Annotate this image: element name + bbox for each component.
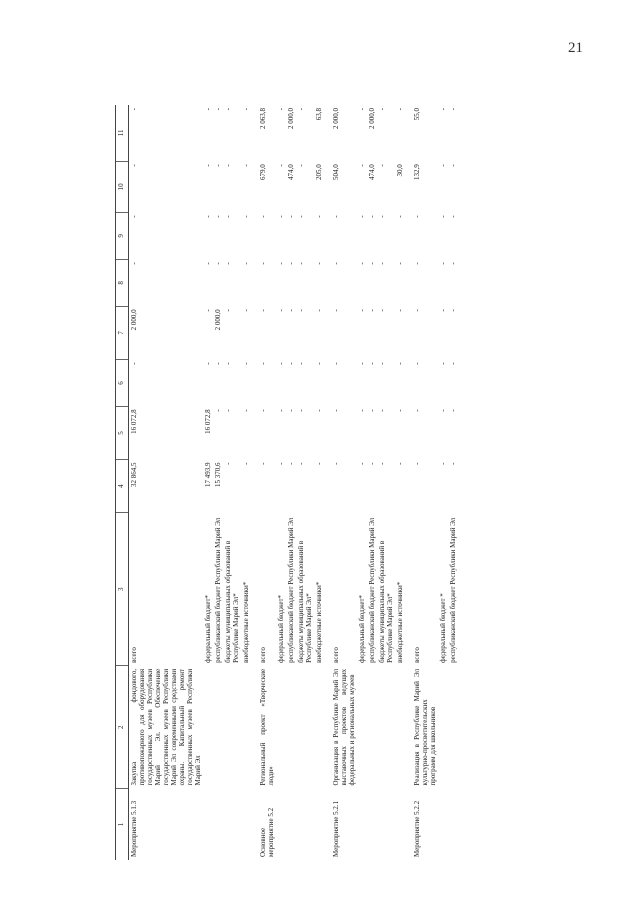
table-cell-c6: - — [204, 362, 212, 365]
table-cell-c2 — [241, 666, 258, 789]
table-cell-c5: - — [332, 409, 340, 412]
table-cell-c1 — [438, 789, 448, 861]
table-cell-c5: 16 072,8 — [130, 409, 138, 434]
table-cell-c6: - — [259, 362, 267, 365]
table-cell-c8: - — [332, 262, 340, 265]
table-cell-c2 — [395, 666, 412, 789]
table-cell-c11: - — [224, 108, 232, 111]
table-row — [213, 105, 223, 860]
table-cell-c2 — [276, 666, 286, 789]
col-header: 5 — [116, 406, 129, 459]
table-cell-c6: - — [378, 362, 386, 365]
col-header: 1 — [116, 789, 129, 861]
table-row — [296, 105, 314, 860]
table-cell-c1 — [276, 789, 286, 861]
table-cell-c6: - — [368, 362, 376, 365]
table-cell-c4: 15 370,6 — [214, 462, 222, 488]
table-cell-c4: 17 493,9 — [204, 462, 212, 488]
col-header: 10 — [116, 161, 129, 212]
table-cell-c11: - — [130, 108, 138, 111]
table-cell-c1 — [314, 789, 331, 861]
table-cell-c4: - — [413, 462, 421, 465]
table-cell-c7: - — [259, 309, 267, 312]
table-cell-c8: - — [368, 262, 376, 265]
table-cell-c4: - — [277, 462, 285, 465]
table-cell-c11: 2 000,0 — [332, 108, 340, 129]
table-cell-c1: Основное мероприятие 5.2 — [259, 807, 275, 857]
table-cell-c11: - — [277, 108, 285, 111]
table-cell-c7: - — [204, 309, 212, 312]
table-cell-c7: - — [378, 309, 386, 312]
table-cell-c4: - — [378, 462, 386, 465]
table-cell-c9: - — [439, 215, 447, 218]
table-cell-c7: - — [224, 309, 232, 312]
table-cell-c4: - — [287, 462, 295, 465]
table-cell-c1 — [448, 789, 458, 861]
table-cell-c5: - — [277, 409, 285, 412]
table-cell-c7: - — [358, 309, 366, 312]
table-cell-c5: - — [439, 409, 447, 412]
table-cell-c8: - — [204, 262, 212, 265]
table-cell-c2 — [223, 666, 241, 789]
table-cell-c9: - — [368, 215, 376, 218]
table-row — [241, 105, 258, 860]
table-cell-c5: - — [224, 409, 232, 412]
table-cell-c1: Мероприятие 5.1.3 — [130, 800, 138, 857]
table-cell-c3: республиканский бюджет Республики Марий Эл — [368, 517, 376, 663]
table-cell-c5: - — [315, 409, 323, 412]
table-cell-c3: внебюджетные источники* — [396, 581, 404, 663]
table-cell-c5: - — [259, 409, 267, 412]
table-cell-c8: - — [315, 262, 323, 265]
table-row — [276, 105, 286, 860]
table-cell-c11: - — [439, 108, 447, 111]
table-cell-c2 — [286, 666, 296, 789]
table-cell-c8: - — [259, 262, 267, 265]
table-cell-c9: - — [413, 215, 421, 218]
table-cell-c10: - — [358, 164, 366, 167]
table-cell-c2: Закупка фондового, противопожарного для оборудования государственных музеев Республики Марий Эл. Обеспечение государственных музеев Республики Марий Эл современными средствами охраны. Капитальный ремонт государственных музеев Республики Марий Эл — [130, 668, 202, 786]
table-cell-c10: - — [130, 164, 138, 167]
table-cell-c3: всего — [259, 647, 267, 663]
table-cell-c11: 55,0 — [413, 108, 421, 121]
table-cell-c9: - — [358, 215, 366, 218]
table-cell-c8: - — [224, 262, 232, 265]
table-cell-c3: федеральный бюджет* — [204, 594, 212, 663]
table-cell-c10: - — [277, 164, 285, 167]
table-cell-c2 — [296, 666, 314, 789]
table-cell-c5: - — [287, 409, 295, 412]
table-cell-c3: федеральный бюджет* — [358, 594, 366, 663]
table-cell-c7: - — [449, 309, 457, 312]
table-cell-c6: - — [287, 362, 295, 365]
table-row — [286, 105, 296, 860]
table-cell-c2 — [314, 666, 331, 789]
table-row — [412, 105, 438, 860]
table-cell-c1 — [203, 789, 213, 861]
table-cell-c6: - — [413, 362, 421, 365]
table-cell-c11: 2 063,8 — [259, 108, 267, 129]
table-cell-c5: - — [368, 409, 376, 412]
table-cell-c10: - — [297, 164, 305, 167]
table-cell-c4: - — [358, 462, 366, 465]
table-row — [314, 105, 331, 860]
table-cell-c6: - — [214, 362, 222, 365]
table-cell-c1 — [367, 789, 377, 861]
table-cell-c4: - — [368, 462, 376, 465]
table-cell-c5: - — [396, 409, 404, 412]
table-cell-c10: - — [214, 164, 222, 167]
table-cell-c9: - — [315, 215, 323, 218]
table-cell-c3: федеральный бюджет * — [439, 593, 447, 663]
table-cell-c7: - — [297, 309, 305, 312]
table-row — [258, 105, 276, 860]
table-row — [357, 105, 367, 860]
table-cell-c3: республиканский бюджет Республики Марий Эл — [449, 517, 457, 663]
table-cell-c7: - — [396, 309, 404, 312]
table-cell-c9: - — [130, 215, 138, 218]
table-cell-c10: 474,0 — [368, 164, 376, 181]
table-cell-c5: - — [214, 409, 222, 412]
table-cell-c4: - — [242, 462, 250, 465]
table-cell-c4: 32 864,5 — [130, 462, 138, 488]
table-row — [377, 105, 395, 860]
table-cell-c9: - — [396, 215, 404, 218]
table-cell-c4: - — [259, 462, 267, 465]
table-cell-c4: - — [449, 462, 457, 465]
table-cell-c9: - — [214, 215, 222, 218]
table-cell-c7: - — [332, 309, 340, 312]
table-cell-c9: - — [242, 215, 250, 218]
table-cell-c6: - — [449, 362, 457, 365]
table-cell-c2 — [377, 666, 395, 789]
table-cell-c3: бюджеты муниципальных образований в Республике Марий Эл* — [297, 540, 313, 663]
col-header: 4 — [116, 460, 129, 513]
table-cell-c7: - — [287, 309, 295, 312]
table-cell-c3: всего — [413, 647, 421, 663]
table-cell-c11: - — [242, 108, 250, 111]
col-header: 8 — [116, 259, 129, 306]
table-cell-c8: - — [378, 262, 386, 265]
col-header: 6 — [116, 359, 129, 406]
table-cell-c7: - — [242, 309, 250, 312]
table-cell-c9: - — [277, 215, 285, 218]
table-cell-c10: 679,0 — [259, 164, 267, 181]
header-row — [116, 105, 129, 860]
table-cell-c10: - — [224, 164, 232, 167]
table-cell-c6: - — [315, 362, 323, 365]
col-header: 9 — [116, 212, 129, 259]
table-cell-c5: - — [413, 409, 421, 412]
table-cell-c9: - — [259, 215, 267, 218]
table-cell-c7: 2 000,0 — [130, 309, 138, 331]
table-cell-c11: - — [449, 108, 457, 111]
table-cell-c2 — [203, 666, 213, 789]
table-cell-c4: - — [297, 462, 305, 465]
table-cell-c8: - — [297, 262, 305, 265]
table-cell-c6: - — [130, 362, 138, 365]
col-header: 11 — [116, 105, 129, 161]
table-cell-c5: - — [378, 409, 386, 412]
table-cell-c8: - — [439, 262, 447, 265]
table-cell-c8: - — [358, 262, 366, 265]
table-row — [129, 105, 204, 860]
table-cell-c1 — [357, 789, 367, 861]
table-cell-c10: 30,0 — [396, 164, 404, 177]
table-cell-c2: Организация в Республике Марий Эл выставочных проектов ведущих федеральных и региональных музеев — [332, 668, 356, 786]
table-row — [395, 105, 412, 860]
table-row — [438, 105, 448, 860]
table-cell-c10: - — [449, 164, 457, 167]
table-cell-c3: внебюджетные источники* — [315, 581, 323, 663]
table-cell-c11: - — [297, 108, 305, 111]
col-header: 3 — [116, 513, 129, 666]
col-header: 7 — [116, 306, 129, 359]
table-cell-c8: - — [214, 262, 222, 265]
col-header: 2 — [116, 666, 129, 789]
table-cell-c3: республиканский бюджет Республики Марий Эл — [214, 517, 222, 663]
table-cell-c8: - — [242, 262, 250, 265]
table-cell-c3: бюджеты муниципальных образований в Республике Марий Эл* — [378, 540, 394, 663]
table-row — [223, 105, 241, 860]
table-cell-c1 — [286, 789, 296, 861]
table-cell-c10: - — [242, 164, 250, 167]
table-cell-c8: - — [130, 262, 138, 265]
table-cell-c7: - — [368, 309, 376, 312]
table-cell-c10: - — [439, 164, 447, 167]
table-cell-c11: - — [396, 108, 404, 111]
table-cell-c10: - — [378, 164, 386, 167]
table-cell-c6: - — [224, 362, 232, 365]
table-body — [129, 105, 459, 860]
table-cell-c11: 63,8 — [315, 108, 323, 121]
table-cell-c7: - — [413, 309, 421, 312]
table-cell-c3: федеральный бюджет* — [277, 594, 285, 663]
rotated-table-page — [115, 105, 535, 860]
table-cell-c9: - — [224, 215, 232, 218]
table-cell-c3: внебюджетные источники* — [242, 581, 250, 663]
table-cell-c4: - — [315, 462, 323, 465]
table-cell-c11: - — [358, 108, 366, 111]
table-cell-c5: - — [242, 409, 250, 412]
table-cell-c8: - — [396, 262, 404, 265]
table-cell-c10: 504,0 — [332, 164, 340, 181]
table-cell-c8: - — [277, 262, 285, 265]
table-cell-c8: - — [449, 262, 457, 265]
table-cell-c5: - — [449, 409, 457, 412]
table-cell-c2 — [448, 666, 458, 789]
table-cell-c1: Мероприятие 5.2.2 — [413, 800, 421, 857]
table-cell-c1 — [241, 789, 258, 861]
table-cell-c11: 2 000,0 — [287, 108, 295, 129]
table-cell-c6: - — [297, 362, 305, 365]
table-cell-c1 — [377, 789, 395, 861]
table-cell-c8: - — [413, 262, 421, 265]
table-cell-c8: - — [287, 262, 295, 265]
table-cell-c3: всего — [332, 647, 340, 663]
table-row — [203, 105, 213, 860]
table-cell-c6: - — [277, 362, 285, 365]
table-cell-c7: - — [439, 309, 447, 312]
table-cell-c4: - — [396, 462, 404, 465]
page-number: 21 — [568, 40, 583, 56]
table-cell-c10: - — [204, 164, 212, 167]
table-cell-c6: - — [396, 362, 404, 365]
table-cell-c11: 2 000,0 — [368, 108, 376, 129]
table-cell-c2 — [438, 666, 448, 789]
table-cell-c11: - — [204, 108, 212, 111]
table-row — [367, 105, 377, 860]
table-cell-c9: - — [332, 215, 340, 218]
table-cell-c5: - — [297, 409, 305, 412]
table-cell-c6: - — [439, 362, 447, 365]
table-cell-c2 — [357, 666, 367, 789]
table-cell-c2 — [367, 666, 377, 789]
table-cell-c2: Региональный проект «Творческие люди» — [259, 668, 275, 786]
table-cell-c10: 474,0 — [287, 164, 295, 181]
table-cell-c9: - — [287, 215, 295, 218]
table-row — [448, 105, 458, 860]
table-cell-c2 — [213, 666, 223, 789]
table-cell-c3: всего — [130, 647, 138, 663]
table-cell-c1 — [296, 789, 314, 861]
table-cell-c9: - — [378, 215, 386, 218]
table-cell-c11: - — [214, 108, 222, 111]
table-cell-c9: - — [449, 215, 457, 218]
table-cell-c6: - — [242, 362, 250, 365]
table-cell-c2: Реализация в Республике Марий Эл культурно-просветительских программ для школьников — [413, 668, 437, 786]
budget-table — [115, 105, 458, 860]
table-cell-c10: 205,0 — [315, 164, 323, 181]
table-cell-c4: - — [439, 462, 447, 465]
table-cell-c10: 132,9 — [413, 164, 421, 181]
table-cell-c7: - — [277, 309, 285, 312]
table-cell-c9: - — [297, 215, 305, 218]
table-cell-c9: - — [204, 215, 212, 218]
table-cell-c3: республиканский бюджет Республики Марий Эл — [287, 517, 295, 663]
table-cell-c4: - — [224, 462, 232, 465]
table-cell-c11: - — [378, 108, 386, 111]
table-cell-c1 — [395, 789, 412, 861]
table-cell-c1 — [213, 789, 223, 861]
table-cell-c3: бюджеты муниципальных образований в Республике Марий Эл* — [224, 540, 240, 663]
table-cell-c6: - — [332, 362, 340, 365]
table-cell-c7: - — [315, 309, 323, 312]
table-cell-c4: - — [332, 462, 340, 465]
table-cell-c1 — [223, 789, 241, 861]
table-cell-c5: - — [358, 409, 366, 412]
table-cell-c6: - — [358, 362, 366, 365]
table-cell-c7: 2 000,0 — [214, 309, 222, 331]
table-cell-c5: 16 072,8 — [204, 409, 212, 434]
table-row — [331, 105, 357, 860]
table-cell-c1: Мероприятие 5.2.1 — [332, 800, 340, 857]
